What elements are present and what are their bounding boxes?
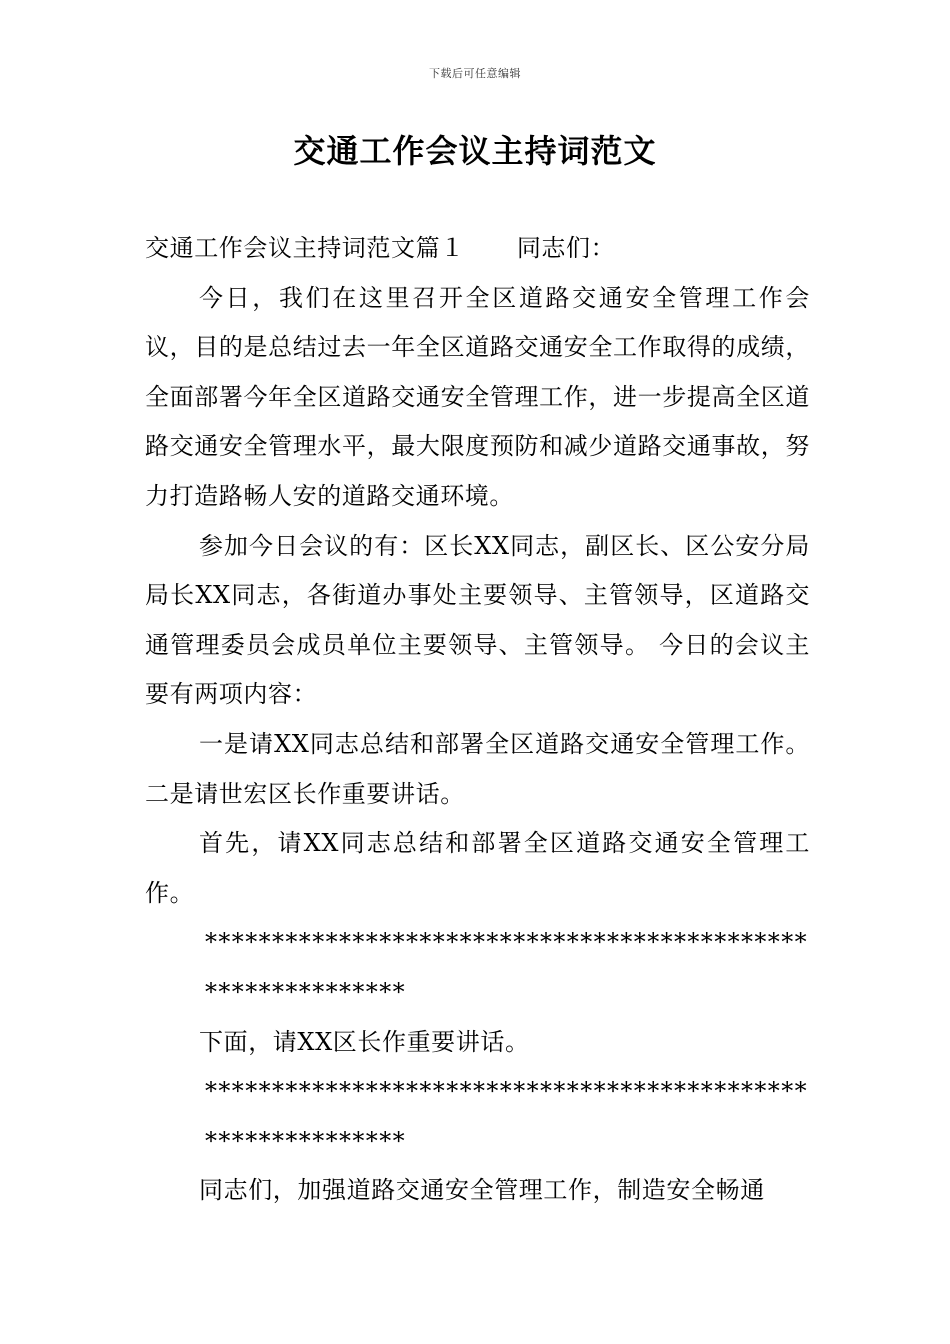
separator-stars-1: ************************************************************: [205, 928, 808, 1006]
paragraph-6: 同志们，加强道路交通安全管理工作，制造安全畅通: [199, 1176, 765, 1205]
paragraph-1: 今日，我们在这里召开全区道路交通安全管理工作会议，目的是总结过去一年全区道路交通安全工作取得的成绩，全面部署今年全区道路交通安全管理工作，进一步提高全区道路交通安全管理水平，最大限度预防和减少道路交通事故，努力打造路畅人安的道路交通环境。: [145, 283, 810, 510]
document-title: 交通工作会议主持词范文: [293, 132, 657, 170]
intro-line: [145, 224, 810, 274]
paragraph-5: 下面，请XX区长作重要讲话。: [199, 1027, 530, 1056]
paragraph-3: 一是请XX同志总结和部署全区道路交通安全管理工作。二是请世宏区长作重要讲话。: [145, 729, 810, 808]
paragraph-2: 参加今日会议的有：区长XX同志，副区长、区公安分局局长XX同志，各街道办事处主要领导、主管领导，区道路交通管理委员会成员单位主要领导、主管领导。 今日的会议主要有两项内容：: [145, 531, 810, 709]
page-header: 下载后可任意编辑: [429, 67, 521, 80]
document-body: [145, 224, 810, 1216]
intro-heading: 交通工作会议主持词范文篇１: [145, 234, 465, 262]
paragraph-4: 首先，请XX同志总结和部署全区道路交通安全管理工作。: [145, 829, 810, 907]
separator-stars-2: ************************************************************: [205, 1077, 808, 1155]
salutation: 同志们：: [516, 234, 616, 262]
